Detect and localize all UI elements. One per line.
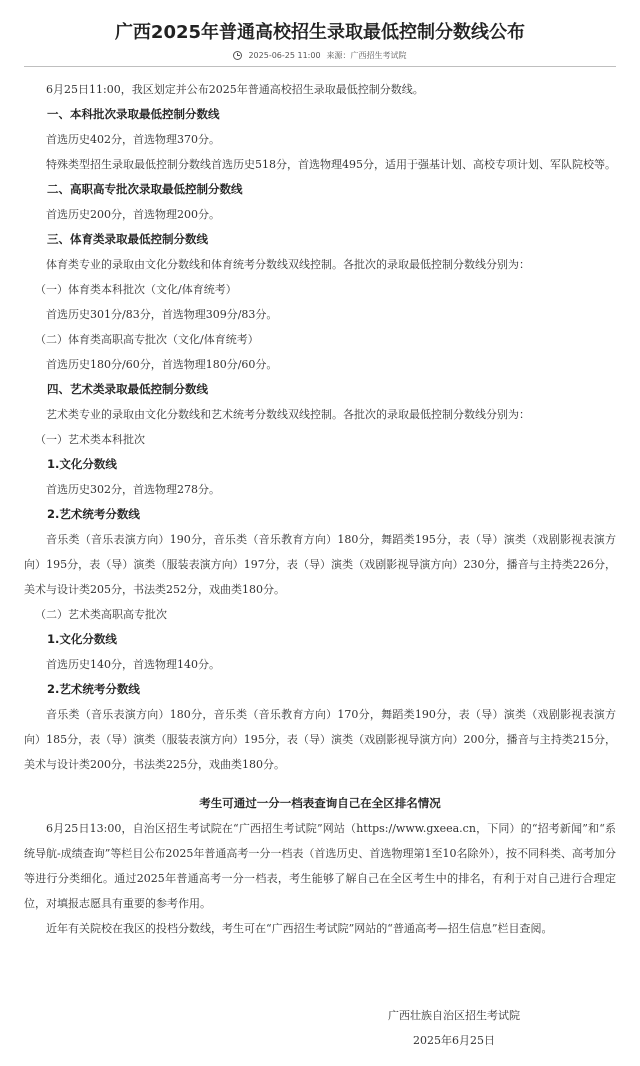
paragraph: 音乐类（音乐表演方向）190分，音乐类（音乐教育方向）180分，舞蹈类195分，表（导）演类（戏剧影视表演方向）195分，表（导）演类（服装表演方向）197分，表（导）演类（戏剧影视导演方向）230分，播音与主持类226分，美术与设计类205分，书法类252分，戏曲类180分。 (24, 533, 616, 596)
paragraph: 首选历史180分/60分，首选物理180分/60分。 (46, 358, 278, 371)
paragraph: 首选历史200分，首选物理200分。 (46, 208, 220, 221)
paragraph: 音乐类（音乐表演方向）180分，音乐类（音乐教育方向）170分，舞蹈类190分，表（导）演类（戏剧影视表演方向）185分，表（导）演类（服装表演方向）195分，表（导）演类（戏剧影视导演方向）200分，播音与主持类215分，美术与设计类200分，书法类225分，戏曲类180分。 (24, 708, 616, 771)
article-source: 来源：广西招生考试院 (326, 50, 407, 60)
signature-date: 2025年6月25日 (413, 1034, 495, 1047)
paragraph: 特殊类型招生录取最低控制分数线首选历史518分，首选物理495分，适用于强基计划、高校专项计划、军队院校等。 (46, 158, 616, 171)
paragraph: 艺术类专业的录取由文化分数线和艺术统考分数线双线控制。各批次的录取最低控制分数线分别为： (46, 408, 530, 421)
intro-paragraph: 6月25日11:00，我区划定并公布2025年普通高校招生录取最低控制分数线。 (46, 83, 424, 96)
item-heading: 1.文化分数线 (47, 457, 117, 471)
title-divider (24, 66, 616, 67)
section-heading-sports: 三、体育类录取最低控制分数线 (47, 232, 208, 246)
subsection-heading: （二）体育类高职高专批次（文化/体育统考） (35, 333, 259, 346)
paragraph: 首选历史302分，首选物理278分。 (46, 483, 220, 496)
paragraph: 体育类专业的录取由文化分数线和体育统考分数线双线控制。各批次的录取最低控制分数线分别为： (46, 258, 530, 271)
publish-time: 2025-06-25 11:00 (248, 50, 321, 60)
section-heading-arts: 四、艺术类录取最低控制分数线 (47, 382, 208, 396)
paragraph: 首选历史301分/83分，首选物理309分/83分。 (46, 308, 278, 321)
ranking-section-heading: 考生可通过一分一档表查询自己在全区排名情况 (199, 796, 441, 810)
article-meta (24, 48, 616, 62)
item-heading: 1.文化分数线 (47, 632, 117, 646)
section-heading-vocational: 二、高职高专批次录取最低控制分数线 (47, 182, 243, 196)
article-title: 广西2025年普通高校招生录取最低控制分数线公布 (114, 22, 526, 43)
signature-organization: 广西壮族自治区招生考试院 (388, 1009, 520, 1022)
paragraph: 首选历史140分，首选物理140分。 (46, 658, 220, 671)
clock-icon (233, 51, 242, 60)
paragraph: 6月25日13:00，自治区招生考试院在“广西招生考试院”网站（https://www.gxeea.cn，下同）的“招考新闻”和“系统导航-成绩查询”等栏目公布2025年普通高考一分一档表（首选历史、首选物理第1至10名除外），按不同科类、高考加分等进行分类细化。通过2025年普通高考一分一档表，考生能够了解自己在全区考生中的排名，有利于对自己进行合理定位，对填报志愿具有重要的参考作用。 (24, 822, 616, 910)
signature-block (388, 1003, 520, 1053)
paragraph: 近年有关院校在我区的投档分数线，考生可在“广西招生考试院”网站的“普通高考—招生信息”栏目查阅。 (46, 922, 553, 935)
item-heading: 2.艺术统考分数线 (47, 682, 140, 696)
section-heading-undergraduate: 一、本科批次录取最低控制分数线 (47, 107, 220, 121)
subsection-heading: （二）艺术类高职高专批次 (35, 608, 167, 621)
article-body (24, 77, 616, 941)
item-heading: 2.艺术统考分数线 (47, 507, 140, 521)
paragraph: 首选历史402分，首选物理370分。 (46, 133, 220, 146)
subsection-heading: （一）艺术类本科批次 (35, 433, 145, 446)
subsection-heading: （一）体育类本科批次（文化/体育统考） (35, 283, 237, 296)
